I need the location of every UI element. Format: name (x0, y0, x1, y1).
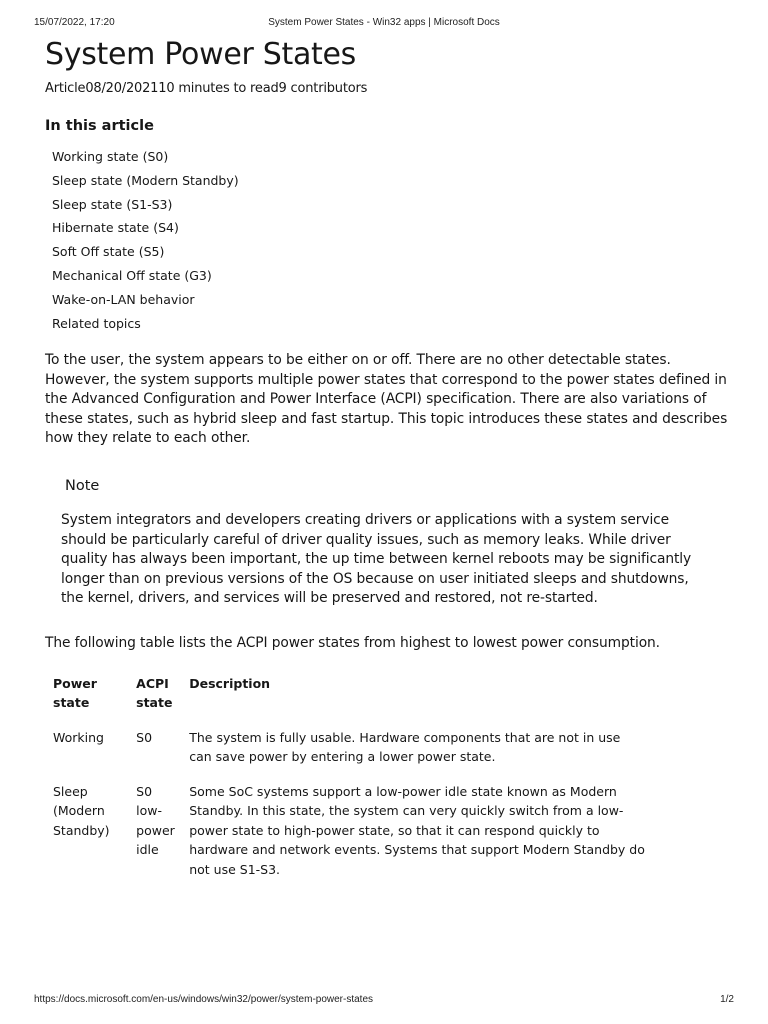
table-row (45, 728, 645, 782)
intro-paragraph: To the user, the system appears to be either on or off. There are no other detectable states. However, the system supports multiple power states that correspond to the power states defined in the Advanced Configuration and Power Interface (ACPI) specification. There are also variations of these states, such as hybrid sleep and fast startup. This topic introduces these states and describes how they relate to each other. (45, 352, 728, 446)
header-description: Description (189, 675, 271, 691)
cell-power-state: Working (53, 729, 104, 745)
print-date: 15/07/2022, 17:20 (34, 17, 115, 28)
table-intro: The following table lists the ACPI power states from highest to lowest power consumption. (45, 635, 660, 652)
cell-description: The system is fully usable. Hardware components that are not in use can save power by entering a lower power state. (189, 729, 621, 765)
contributors-link[interactable]: 9 contributors (278, 81, 368, 96)
print-url: https://docs.microsoft.com/en-us/windows/win32/power/system-power-states (34, 994, 374, 1005)
note-title: Note (65, 478, 100, 495)
header-power-state: Power state (53, 675, 97, 711)
toc-item-related-topics[interactable]: Related topics (52, 315, 141, 331)
toc-item-working-state[interactable]: Working state (S0) (52, 149, 169, 164)
toc-item-sleep-state[interactable]: Sleep state (S1-S3) (52, 196, 173, 212)
power-states-table (45, 674, 645, 895)
cell-acpi-state: S0 (136, 729, 153, 745)
toc-list (52, 145, 735, 335)
article-content (45, 36, 735, 894)
toc-item-mechanical-off-state[interactable]: Mechanical Off state (G3) (52, 267, 212, 283)
toc-item-hibernate-state[interactable]: Hibernate state (S4) (52, 220, 179, 236)
header-acpi-state: ACPI state (136, 675, 173, 711)
print-page-title: System Power States - Win32 apps | Microsoft Docs (268, 17, 500, 28)
toc-item-soft-off-state[interactable]: Soft Off state (S5) (52, 244, 165, 260)
cell-acpi-state: S0 low-power idle (136, 783, 175, 858)
cell-description: Some SoC systems support a low-power idle state known as Modern Standby. In this state, the system can very quickly switch from a low-power state to high-power state, so that it can respond quickly to hardware and network events. Systems that support Modern Standby do not use S1-S3. (189, 783, 645, 877)
page-title: System Power States (45, 37, 356, 72)
print-header (34, 17, 734, 31)
toc-item-modern-standby[interactable]: Sleep state (Modern Standby) (52, 172, 239, 188)
article-meta (45, 80, 735, 98)
note-body: System integrators and developers creating drivers or applications with a system service should be particularly careful of driver quality issues, such as memory leaks. While driver quality has always been important, the up time between kernel reboots may be significantly longer than on previous versions of the OS because on user initiated sleeps and shutdowns, the kernel, drivers, and services will be preserved and restored, not re-started. (61, 512, 692, 607)
cell-power-state: Sleep (Modern Standby) (53, 783, 110, 838)
article-date: 08/20/2021 (85, 81, 159, 96)
page-number: 1/2 (720, 994, 734, 1005)
read-time: 10 minutes to read (158, 81, 279, 96)
toc-item-wake-on-lan[interactable]: Wake-on-LAN behavior (52, 291, 195, 307)
article-type: Article (45, 81, 86, 96)
table-row (45, 782, 645, 895)
table-header-row (45, 674, 645, 728)
toc-heading: In this article (45, 118, 154, 134)
note-callout (61, 476, 735, 608)
print-footer (34, 994, 734, 1008)
